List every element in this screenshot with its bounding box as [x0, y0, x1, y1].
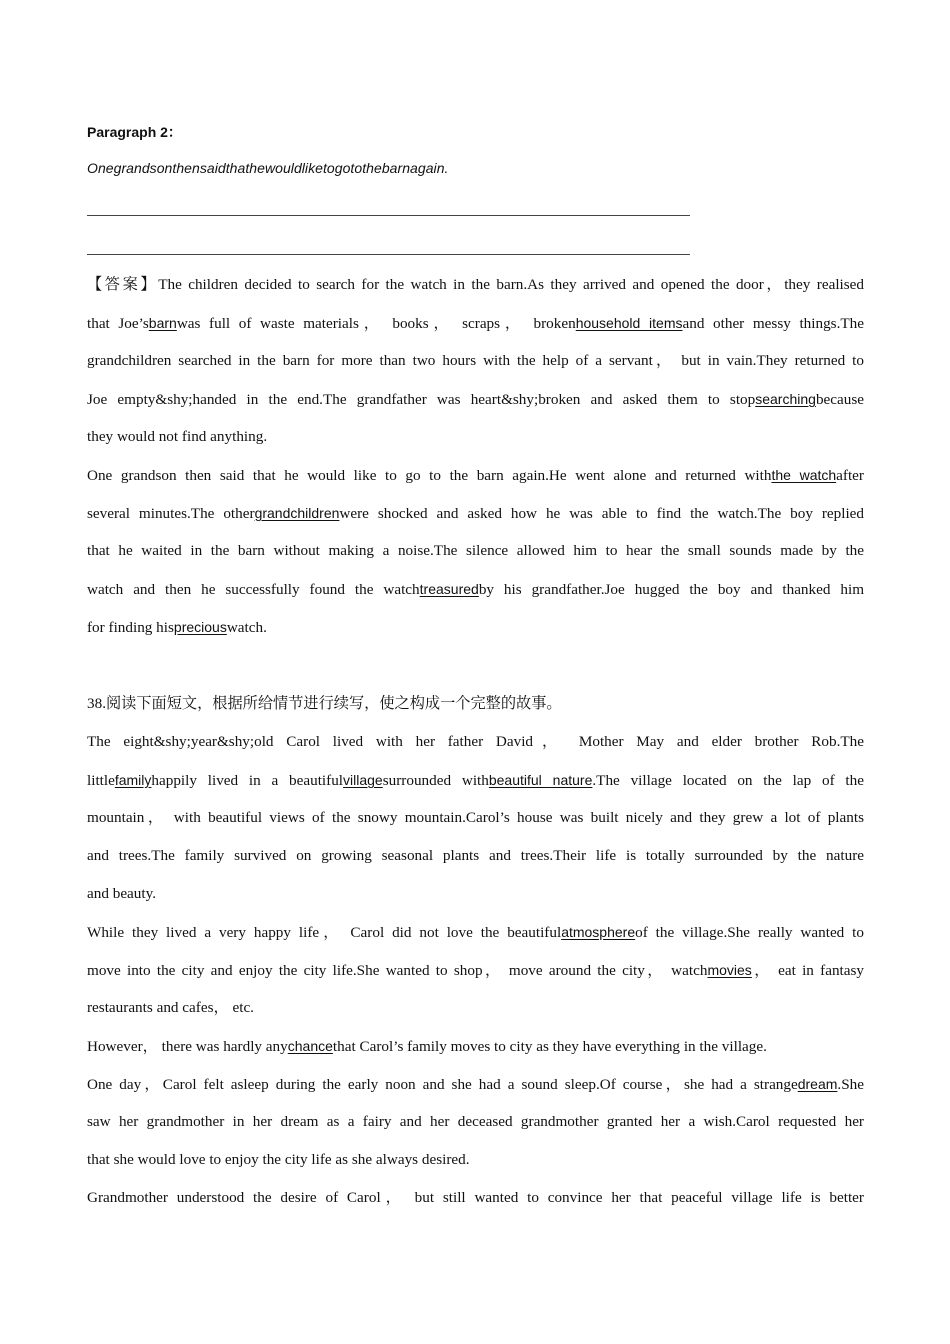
answer-line — [87, 494, 864, 532]
story-text: little — [87, 772, 115, 789]
story-text: that Carol’s family moves to city as they have everything in the village. — [332, 1038, 767, 1055]
answer-text: One grandson then said that he would like to go to the barn again.He went alone and returned with — [87, 467, 772, 484]
story-text: While they lived a very happy life， Carol did not love the beautiful — [87, 924, 562, 941]
answer-text: 【答案】The children decided to search for the watch in the barn.As they arrived and opened the door，they realised — [87, 276, 864, 293]
answer-text: that he waited in the barn without making a noise.The silence allowed him to hear the small sounds made by the — [87, 542, 864, 559]
answer-line — [87, 304, 864, 342]
story-line — [87, 1103, 864, 1141]
story-line — [87, 913, 864, 951]
answer-text: watch and then he successfully found the watch — [87, 581, 420, 598]
paragraph-opening-sentence: Onegrandsonthensaidthathewouldliketogotothebarnagain. — [87, 160, 449, 176]
story-text: The eight&shy;year&shy;old Carol lived with her father David， Mother May and elder brother Rob.The — [87, 733, 864, 750]
answer-text: because — [815, 391, 864, 408]
underlined-word: household items — [575, 315, 683, 331]
story-line — [87, 761, 864, 799]
story-line — [87, 989, 864, 1027]
question-38-block — [87, 685, 864, 1217]
writing-line-1 — [87, 215, 690, 216]
underlined-word: searching — [755, 391, 816, 407]
question-instruction: 38.阅读下面短文，根据所给情节进行续写，使之构成一个完整的故事。 — [87, 695, 562, 712]
answer-line — [87, 608, 864, 646]
answer-text: watch. — [226, 619, 267, 636]
story-line — [87, 837, 864, 875]
question-title — [87, 685, 864, 723]
answer-line — [87, 418, 864, 456]
answer-text: they would not find anything. — [87, 428, 268, 445]
story-text: and beauty. — [87, 885, 157, 902]
story-text: happily lived in a beautiful — [151, 772, 344, 789]
paragraph-heading: Paragraph 2： — [87, 124, 182, 140]
underlined-word: chance — [287, 1038, 333, 1054]
story-text: and trees.The family survived on growing seasonal plants and trees.Their life is totally surrounded by the nature — [87, 847, 864, 864]
underlined-word: barn — [148, 315, 177, 331]
answer-line — [87, 266, 864, 304]
underlined-word: treasured — [419, 581, 479, 597]
answer-text: grandchildren searched in the barn for more than two hours with the help of a servant， but in vain.They returned to — [87, 352, 864, 369]
answer-text: for finding his — [87, 619, 174, 636]
underlined-word: family — [114, 772, 152, 788]
story-text: of the village.She really wanted to — [635, 924, 864, 941]
story-line — [87, 723, 864, 761]
answer-line — [87, 456, 864, 494]
story-text: surrounded with — [382, 772, 489, 789]
answer-text: was full of waste materials， books， scraps， broken — [176, 315, 576, 332]
story-line — [87, 799, 864, 837]
answer-text: that Joe’s — [87, 315, 149, 332]
story-text: One day，Carol felt asleep during the early noon and she had a sound sleep.Of course，she had a strange — [87, 1076, 798, 1093]
answer-line — [87, 380, 864, 418]
answer-line — [87, 532, 864, 570]
story-text: that she would love to enjoy the city life as she always desired. — [87, 1151, 470, 1168]
story-line — [87, 1141, 864, 1179]
underlined-word: grandchildren — [254, 505, 340, 521]
underlined-word: movies — [707, 962, 752, 978]
answer-text: were shocked and asked how he was able to find the watch.The boy replied — [339, 505, 865, 522]
story-text: .She — [837, 1076, 864, 1093]
story-text: saw her grandmother in her dream as a fairy and her deceased grandmother granted her a wish.Carol requested her — [87, 1113, 864, 1130]
answer-text: and other messy things.The — [682, 315, 864, 332]
story-line — [87, 875, 864, 913]
underlined-word: village — [343, 772, 383, 788]
story-line — [87, 1179, 864, 1217]
story-line — [87, 951, 864, 989]
answer-text: several minutes.The other — [87, 505, 255, 522]
underlined-word: the watch — [771, 467, 837, 483]
story-text: mountain， with beautiful views of the snowy mountain.Carol’s house was built nicely and they grew a lot of plants — [87, 809, 864, 826]
story-line — [87, 1027, 864, 1065]
answer-block — [87, 266, 864, 646]
answer-text: by his grandfather.Joe hugged the boy and thanked him — [478, 581, 865, 598]
underlined-word: atmosphere — [561, 924, 636, 940]
underlined-word: dream — [797, 1076, 838, 1092]
answer-text: after — [836, 467, 864, 484]
story-text: ， eat in fantasy — [751, 962, 864, 979]
story-text: However， there was hardly any — [87, 1038, 288, 1055]
underlined-word: precious — [173, 619, 227, 635]
story-text: restaurants and cafes， etc. — [87, 999, 254, 1016]
story-line — [87, 1065, 864, 1103]
underlined-word: beautiful nature — [488, 772, 593, 788]
writing-line-2 — [87, 254, 690, 255]
answer-text: Joe empty&shy;handed in the end.The grandfather was heart&shy;broken and asked them to stop — [87, 391, 756, 408]
answer-line — [87, 342, 864, 380]
story-text: Grandmother understood the desire of Carol， but still wanted to convince her that peaceful village life is better — [87, 1189, 864, 1206]
story-text: move into the city and enjoy the city life.She wanted to shop， move around the city， watch — [87, 962, 708, 979]
story-text: .The village located on the lap of the — [592, 772, 864, 789]
answer-line — [87, 570, 864, 608]
